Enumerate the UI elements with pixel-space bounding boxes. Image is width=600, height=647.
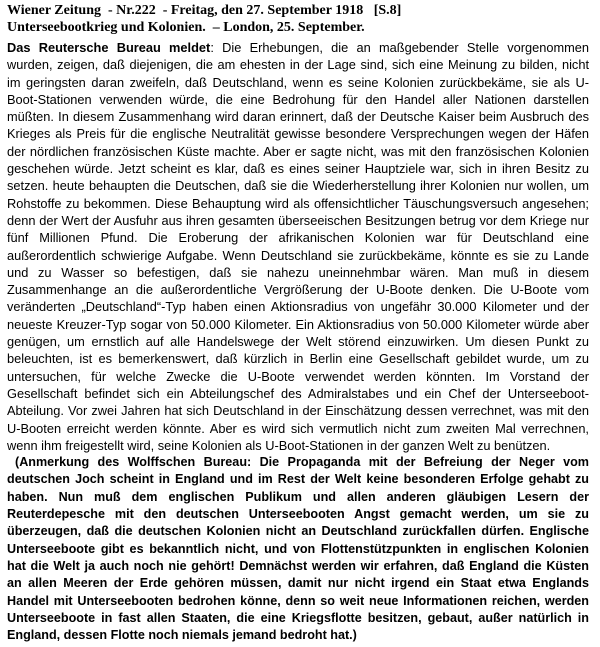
article-headline: Unterseebootkrieg und Kolonien. – London, 25. September. bbox=[7, 20, 365, 35]
editorial-note: (Anmerkung des Wolffschen Bureau: Die Propaganda mit der Befreiung der Neger vom deutschen Joch scheint in England und im Rest der Welt keine besonderen Erfolge gehabt zu haben. Nun muß dem englischen Publikum und allen anderen gläubigen Lesern der Reuterdepesche mit den deutschen Unterseebooten Angst gemacht werden, um sie zu überzeugen, daß die deutschen Kolonien nicht an Deutschland zurückfallen dürfen. Englische Unterseeboote gibt es bekanntlich nicht, und von Flottenstützpunkten in englischen Kolonien hat die Welt ja auch noch nie gehört! Demnächst werden wir erfahren, daß England die Küsten an allen Meeren der Erde gehören müssen, damit nur nicht irgend ein Staat etwa Englands Handel mit Unterseebooten bedrohen könne, denn so weit neue Informationen reichen, werden Unterseeboote in fast allen Staaten, die eine Kriegsflotte besitzen, gebaut, außer natürlich in England, dessen Flotte noch niemals jemand bedroht hat.) bbox=[7, 455, 589, 643]
newspaper-page bbox=[7, 2, 589, 644]
article-lead: Das Reutersche Bureau meldet bbox=[7, 40, 211, 55]
article-text: : Die Erhebungen, die an maßgebender Stelle vorgenommen wurden, zeigen, daß diejenigen, die am ehesten in der Lage sind, sich eine Meinung zu bilden, nicht im geringsten daran zweifeln, daß Deutschland, wenn es seine Kolonien zurückbekäme, sie als U-Boot-Stationen verwenden würde, die eine Bedrohung für den Handel aller Nationen darstellen müßten. In diesem Zusammenhang wird daran erinnert, daß der Deutsche Kaiser beim Ausbruch des Krieges als Preis für die englische Neutralität gewisse besondere Versprechungen wegen der Häfen der nördlichen französischen Küste machte. Aber er sagte nicht, was mit den französischen Kolonien geschehen würde. Jetzt scheint es klar, daß es eines seiner Hauptziele war, sich in ihren Besitz zu setzen. heute behaupten die Deutschen, daß sie die Wiederherstellung ihrer Kolonien nur wollen, um Rohstoffe zu bekommen. Diese Behauptung wird als offensichtlicher Täuschungsversuch angesehen; denn der Wert der Ausfuhr aus ihren gesamten überseeischen Besitzungen betrug vor dem Kriege nur fünf Millionen Pfund. Die Eroberung der afrikanischen Kolonien war für Deutschland eine außerordentlich schwierige Aufgabe. Wenn Deutschland sie zurückbekäme, könnte es sie zu Lande und zu Wasser so befestigen, daß sie nahezu uneinnehmbar wären. Man muß in diesem Zusammenhange an die außerordentliche Vergrößerung der U-Boote denken. Die U-Boote vom veränderten „Deutschland“-Typ haben einen Aktionsradius von ungefähr 30.000 Kilometer und der neueste Kreuzer-Typ sogar von 50.000 Kilometer. Ein Aktionsradius von 50.000 Kilometer würde aber genügen, um ernstlich auf alle Handelswege der Welt störend einzuwirken. Um diesen Punkt zu beleuchten, ist es bemerkenswert, daß kürzlich in Berlin eine Gesellschaft gebildet wurde, um zu untersuchen, für welche Zwecke die U-Boote verwendet werden könnten. Im Vorstand der Gesellschaft befindet sich ein Abteilungschef des Admiralstabes und ein Chef der Unterseeboot-Abteilung. Vor zwei Jahren hat sich Deutschland in der Einschätzung dessen verrechnet, was mit den U-Booten erreicht werden könnte. Aber es wird sich vermutlich nicht zum zweiten Mal verrechnen, wenn ihm freigestellt wird, seine Kolonien als U-Boot-Stationen in der ganzen Welt zu benützen. bbox=[7, 40, 589, 453]
masthead: Wiener Zeitung - Nr.222 - Freitag, den 27. September 1918 [S.8] bbox=[7, 3, 402, 18]
article-body bbox=[7, 39, 589, 454]
